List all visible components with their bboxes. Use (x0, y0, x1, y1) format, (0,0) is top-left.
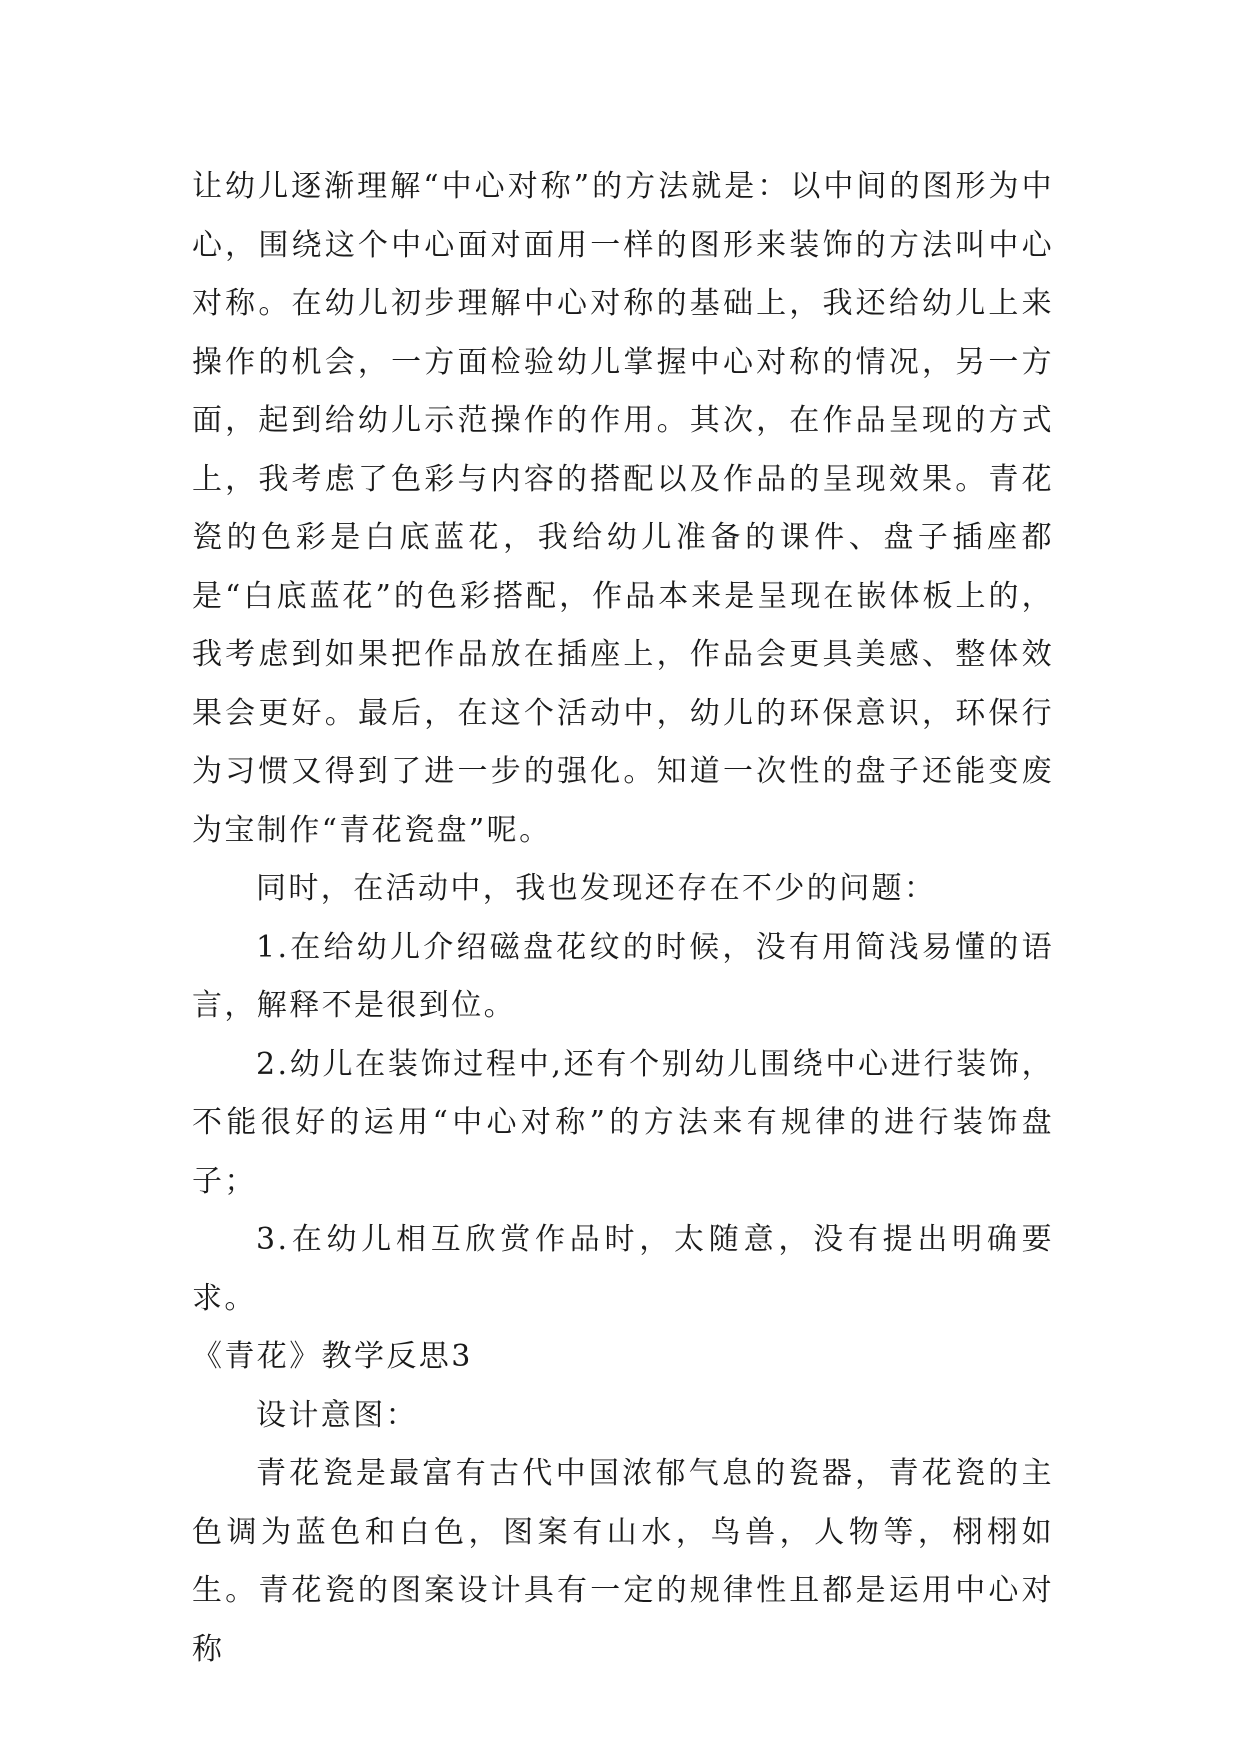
paragraph-center-symmetry: 让幼儿逐渐理解“中心对称”的方法就是：以中间的图形为中心，围绕这个中心面对面用一样的图形来装饰的方法叫中心对称。在幼儿初步理解中心对称的基础上，我还给幼儿上来操作的机会，一方面检验幼儿掌握中心对称的情况，另一方面，起到给幼儿示范操作的作用。其次，在作品呈现的方式上，我考虑了色彩与内容的搭配以及作品的呈现效果。青花瓷的色彩是白底蓝花，我给幼儿准备的课件、盘子插座都是“白底蓝花”的色彩搭配，作品本来是呈现在嵌体板上的，我考虑到如果把作品放在插座上，作品会更具美感、整体效果会更好。最后，在这个活动中，幼儿的环保意识，环保行为习惯又得到了进一步的强化。知道一次性的盘子还能变废为宝制作“青花瓷盘”呢。 (192, 169, 1054, 848)
paragraph-problems-intro: 同时，在活动中，我也发现还存在不少的问题： (256, 871, 937, 906)
paragraph-problem-2: 2.幼儿在装饰过程中,还有个别幼儿围绕中心进行装饰，不能很好的运用“中心对称”的方法来有规律的进行装饰盘子； (192, 1046, 1054, 1199)
design-intent-label: 设计意图： (256, 1397, 418, 1433)
document-page (192, 158, 1054, 1679)
paragraph-design-intent: 青花瓷是最富有古代中国浓郁气息的瓷器，青花瓷的主色调为蓝色和白色，图案有山水，鸟兽，人物等，栩栩如生。青花瓷的图案设计具有一定的规律性且都是运用中心对称 (192, 1456, 1054, 1667)
section-heading: 《青花》教学反思3 (192, 1339, 473, 1374)
paragraph-problem-1: 1.在给幼儿介绍磁盘花纹的时候，没有用简浅易懂的语言，解释不是很到位。 (192, 929, 1054, 1023)
paragraph-problem-3: 3.在幼儿相互欣赏作品时，太随意，没有提出明确要求。 (192, 1222, 1054, 1316)
